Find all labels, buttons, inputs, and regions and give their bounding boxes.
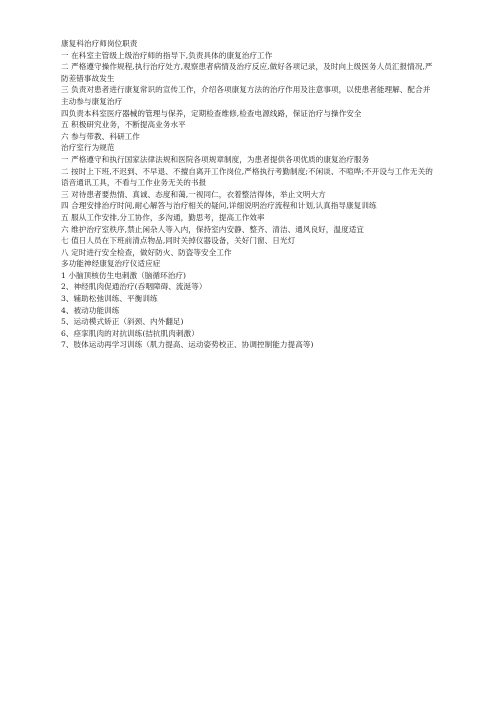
duty-item: 三 负责对患者进行康复常识的宣传工作，介绍各项康复方法的治疗作用及注意事项，以使患者能理解、配合并主动参与康复治疗 bbox=[61, 85, 431, 106]
document-page bbox=[61, 38, 436, 351]
rule-item: 八 定时进行安全检查，做好防火、防盗等安全工作 bbox=[61, 247, 232, 257]
duty-item: 一 在科室主管级上级治疗师的指导下,负责具体的康复治疗工作 bbox=[61, 50, 273, 60]
indication-item: 6、痉挛肌肉的对抗训练(拮抗肌肉刺激） bbox=[61, 328, 199, 338]
rule-item: 五 服从工作安排,分工协作，多沟通，勤思考，提高工作效率 bbox=[61, 212, 265, 222]
indication-item: 1 小脑顶核仿生电刺激（脑循环治疗) bbox=[61, 270, 187, 280]
rule-item: 七 值日人员在下班前清点物品,同时关掉仪器设备，关好门窗、日光灯 bbox=[61, 236, 296, 246]
indication-item: 2、神经肌肉促通治疗(吞咽障碍、流涎等） bbox=[61, 282, 207, 292]
duty-item: 六 参与带教、科研工作 bbox=[61, 131, 140, 141]
indication-item: 4、被动功能训练 bbox=[61, 305, 120, 315]
indication-item: 3、辅助松弛训练、平衡训练 bbox=[61, 294, 158, 304]
duty-item: 五 积极研究业务，不断提高业务水平 bbox=[61, 120, 186, 130]
duty-item: 二 严格遵守操作规程,执行治疗处方,观察患者病情及治疗反应,做好各项记录，及时向上级医务人员汇报情况,严防差错事故发生 bbox=[61, 62, 433, 83]
section-title: 治疗室行为规范 bbox=[61, 143, 115, 153]
duty-item: 四负责本科室医疗器械的管理与保养，定期检查维修,检查电源线路，保证治疗与操作安全 bbox=[61, 108, 362, 118]
section-title: 多功能神经康复治疗仪适应症 bbox=[61, 259, 161, 269]
rule-item: 六 维护治疗室秩序,禁止闲杂人等入内，保持室内安静、整齐、清洁、通风良好，温度适宜 bbox=[61, 224, 365, 234]
indication-item: 7、肢体运动再学习训练（肌力提高、运动姿势校正、协调控制能力提高等) bbox=[61, 340, 314, 350]
rule-item: 二 按时上下班,不迟到、不早退、不擅自离开工作岗位,严格执行考勤制度;不闲谈、不喧哗;不开设与工作无关的语音通讯工具，不看与工作业务无关的书报 bbox=[61, 166, 433, 188]
rule-item: 一 严格遵守和执行国家法律法规和医院各项规章制度，为患者提供各项优质的康复治疗服务 bbox=[61, 154, 370, 164]
indication-item: 5、运动模式矫正（斜颈、内外翻足) bbox=[61, 317, 184, 327]
rule-item: 三 对待患者要热情、真诚、态度和蔼,一视同仁，衣着整洁得体，举止文明大方 bbox=[61, 189, 326, 199]
rule-item: 四 合理安排治疗时间,耐心解答与治疗相关的疑问,详细说明治疗流程和计划,认真指导康复训练 bbox=[61, 201, 377, 211]
section-title: 康复科治疗师岗位职责 bbox=[61, 39, 138, 48]
